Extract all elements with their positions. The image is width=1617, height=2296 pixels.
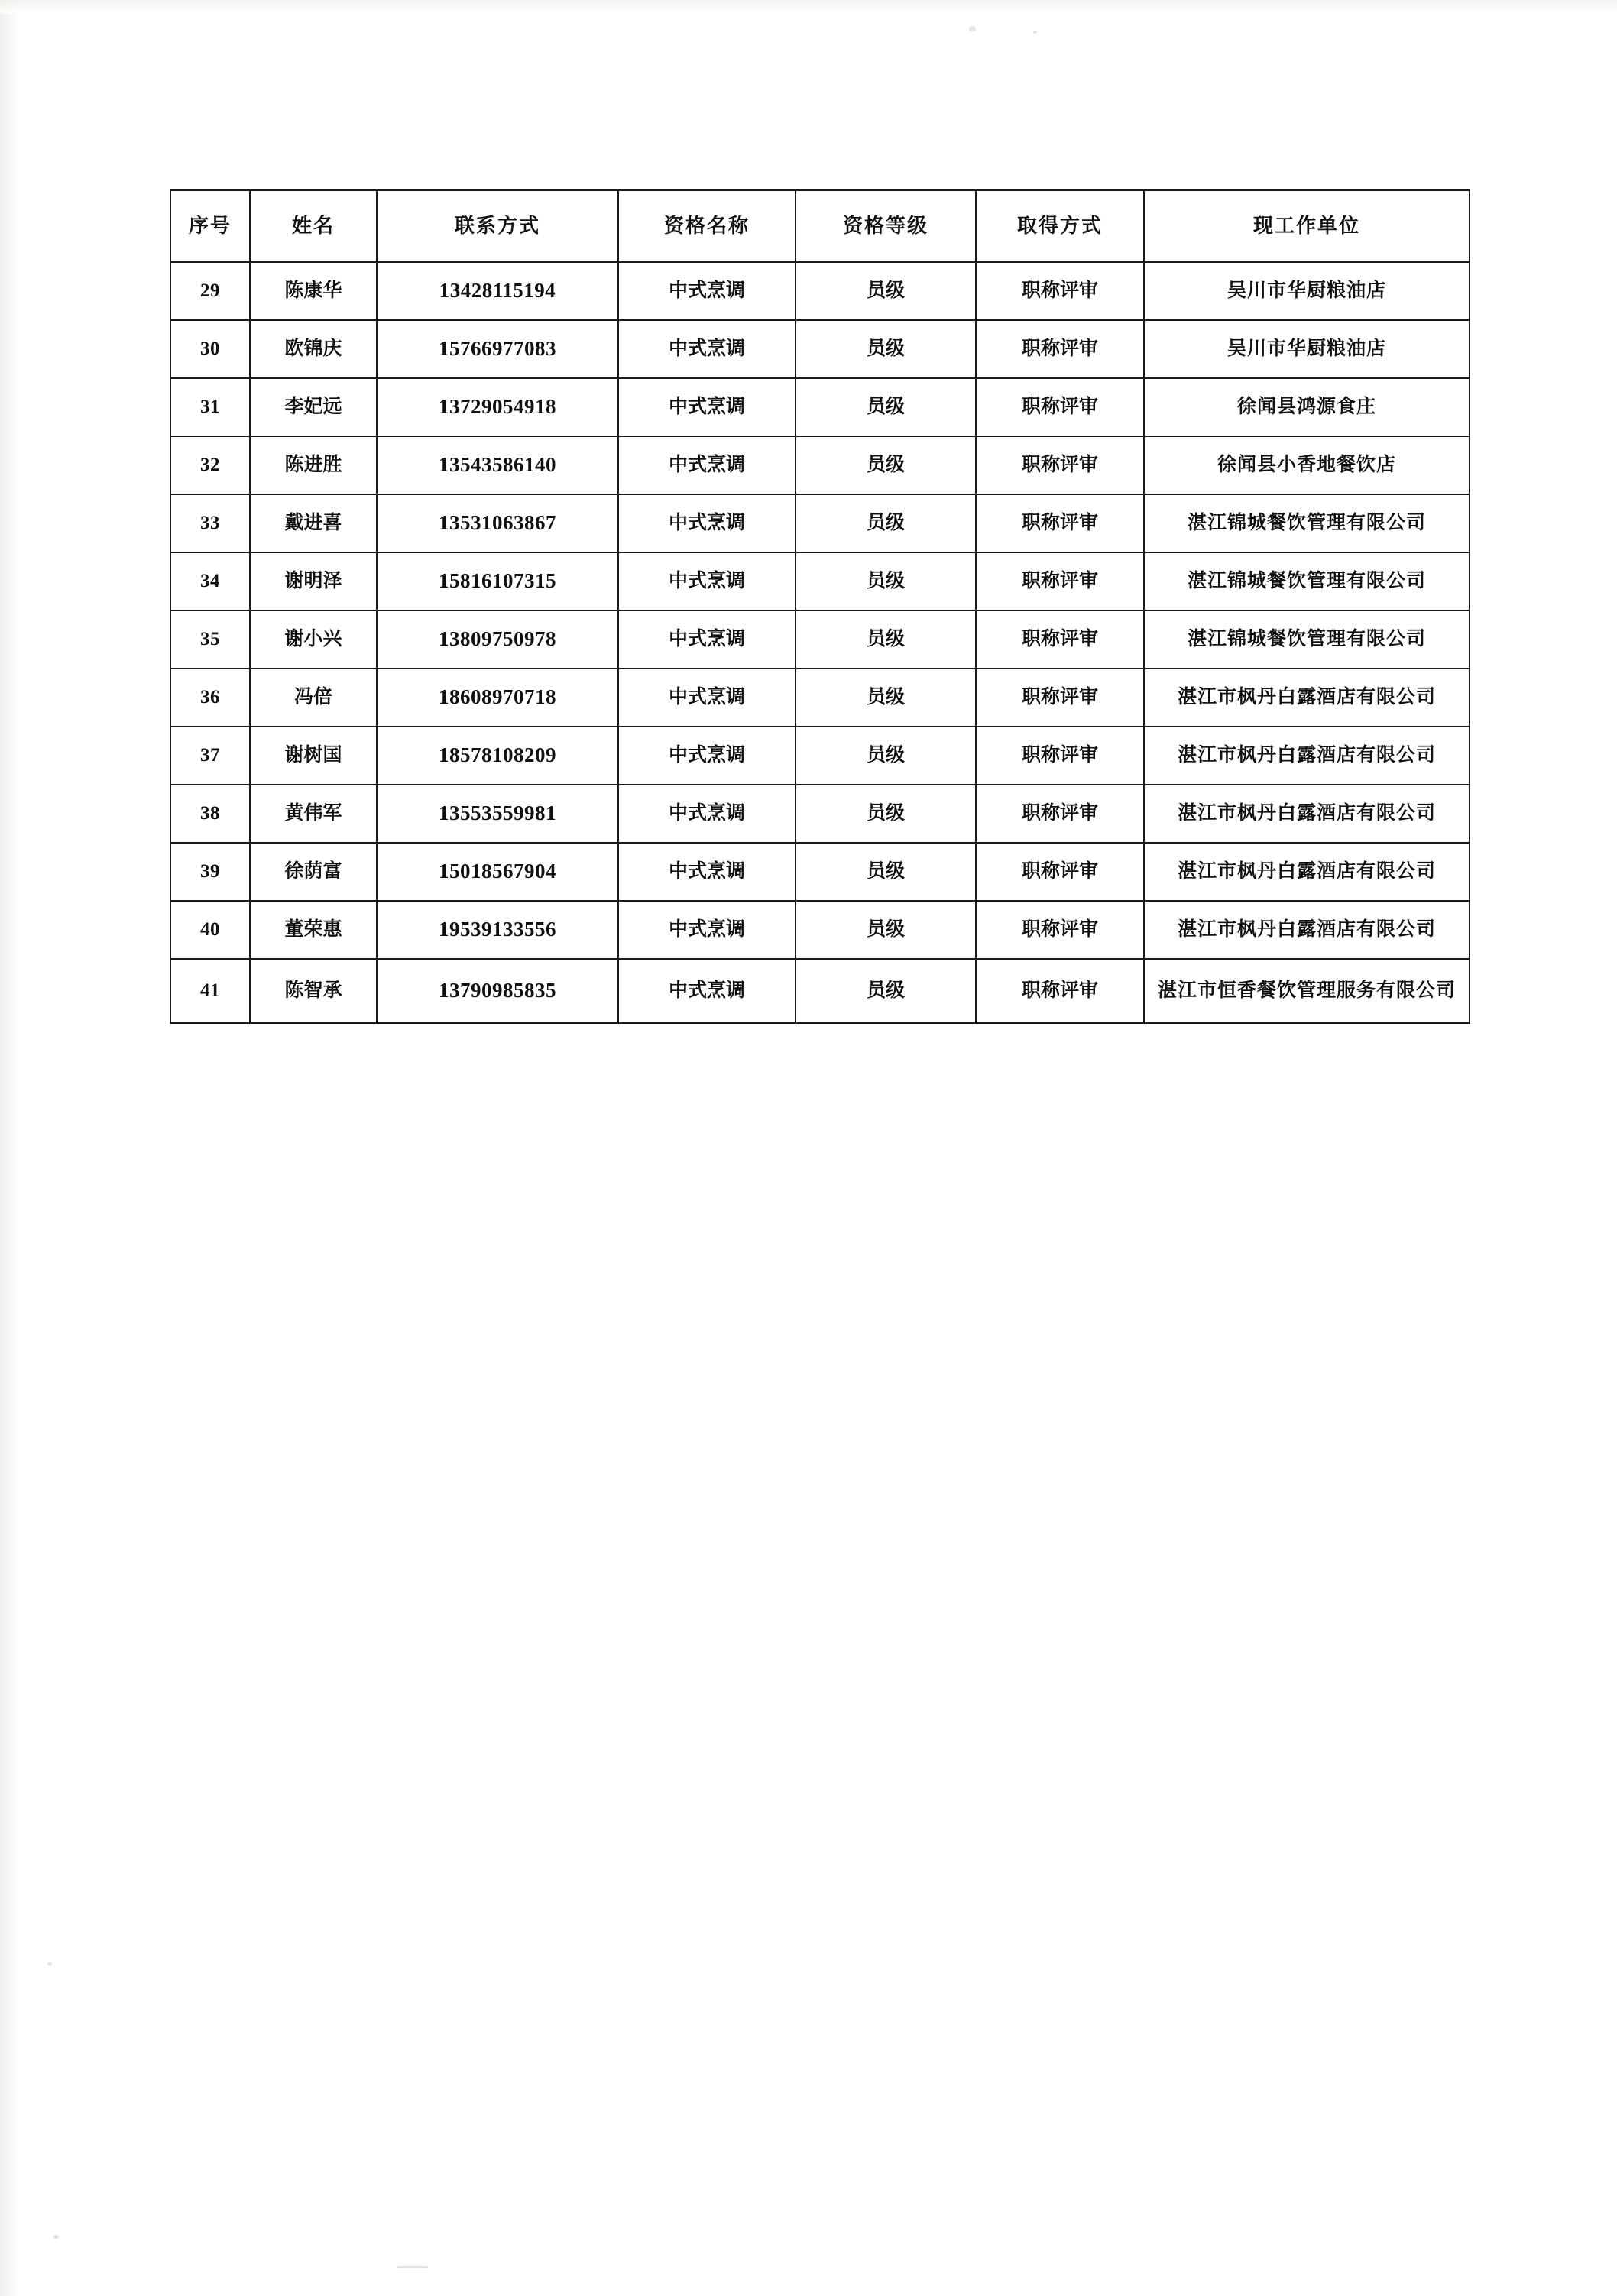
cell-method: 职称评审 xyxy=(976,320,1144,378)
cell-level: 员级 xyxy=(796,552,976,610)
cell-name: 黄伟军 xyxy=(250,785,377,843)
cell-method: 职称评审 xyxy=(976,959,1144,1023)
cell-unit: 湛江锦城餐饮管理有限公司 xyxy=(1144,610,1470,669)
cell-name: 董荣惠 xyxy=(250,901,377,959)
scan-edge-left xyxy=(0,0,20,2296)
cell-unit: 湛江市枫丹白露酒店有限公司 xyxy=(1144,843,1470,901)
cell-method: 职称评审 xyxy=(976,785,1144,843)
cell-unit: 湛江市枫丹白露酒店有限公司 xyxy=(1144,785,1470,843)
cell-level: 员级 xyxy=(796,901,976,959)
cell-unit: 湛江市恒香餐饮管理服务有限公司 xyxy=(1144,959,1470,1023)
cell-qualification: 中式烹调 xyxy=(618,320,796,378)
cell-phone: 13531063867 xyxy=(377,494,618,552)
cell-method: 职称评审 xyxy=(976,262,1144,320)
cell-seq: 32 xyxy=(170,436,250,494)
cell-phone: 15018567904 xyxy=(377,843,618,901)
table-row xyxy=(170,669,1470,727)
table-row xyxy=(170,552,1470,610)
cell-unit: 湛江市枫丹白露酒店有限公司 xyxy=(1144,901,1470,959)
cell-seq: 35 xyxy=(170,610,250,669)
cell-qualification: 中式烹调 xyxy=(618,843,796,901)
cell-qualification: 中式烹调 xyxy=(618,552,796,610)
cell-level: 员级 xyxy=(796,843,976,901)
cell-seq: 39 xyxy=(170,843,250,901)
roster-table xyxy=(170,189,1470,1024)
scan-speck xyxy=(1033,31,1037,34)
column-header-method: 取得方式 xyxy=(976,190,1144,262)
cell-name: 陈进胜 xyxy=(250,436,377,494)
cell-qualification: 中式烹调 xyxy=(618,901,796,959)
roster-table-container xyxy=(170,189,1469,1024)
column-header-qualification: 资格名称 xyxy=(618,190,796,262)
cell-level: 员级 xyxy=(796,727,976,785)
cell-name: 徐荫富 xyxy=(250,843,377,901)
cell-phone: 15766977083 xyxy=(377,320,618,378)
table-row xyxy=(170,959,1470,1023)
scan-speck xyxy=(47,1962,52,1966)
cell-name: 谢树国 xyxy=(250,727,377,785)
cell-phone: 18608970718 xyxy=(377,669,618,727)
cell-seq: 30 xyxy=(170,320,250,378)
cell-method: 职称评审 xyxy=(976,669,1144,727)
cell-seq: 33 xyxy=(170,494,250,552)
cell-unit: 湛江市枫丹白露酒店有限公司 xyxy=(1144,669,1470,727)
cell-level: 员级 xyxy=(796,610,976,669)
cell-qualification: 中式烹调 xyxy=(618,785,796,843)
column-header-level: 资格等级 xyxy=(796,190,976,262)
cell-unit: 徐闻县鸿源食庄 xyxy=(1144,378,1470,436)
table-row xyxy=(170,378,1470,436)
scan-speck xyxy=(397,2266,428,2268)
column-header-phone: 联系方式 xyxy=(377,190,618,262)
cell-seq: 41 xyxy=(170,959,250,1023)
cell-name: 谢明泽 xyxy=(250,552,377,610)
scan-speck xyxy=(969,26,976,31)
cell-phone: 13428115194 xyxy=(377,262,618,320)
cell-method: 职称评审 xyxy=(976,378,1144,436)
cell-method: 职称评审 xyxy=(976,552,1144,610)
cell-name: 李妃远 xyxy=(250,378,377,436)
cell-level: 员级 xyxy=(796,320,976,378)
cell-name: 冯倍 xyxy=(250,669,377,727)
scan-speck xyxy=(53,2235,59,2239)
cell-method: 职称评审 xyxy=(976,901,1144,959)
cell-seq: 34 xyxy=(170,552,250,610)
cell-method: 职称评审 xyxy=(976,494,1144,552)
scan-edge-top xyxy=(0,0,1617,14)
cell-level: 员级 xyxy=(796,494,976,552)
cell-qualification: 中式烹调 xyxy=(618,262,796,320)
cell-phone: 13553559981 xyxy=(377,785,618,843)
cell-seq: 37 xyxy=(170,727,250,785)
cell-qualification: 中式烹调 xyxy=(618,610,796,669)
table-row xyxy=(170,785,1470,843)
cell-unit: 吴川市华厨粮油店 xyxy=(1144,262,1470,320)
cell-level: 员级 xyxy=(796,436,976,494)
table-row xyxy=(170,901,1470,959)
cell-qualification: 中式烹调 xyxy=(618,378,796,436)
table-row xyxy=(170,262,1470,320)
cell-qualification: 中式烹调 xyxy=(618,669,796,727)
cell-level: 员级 xyxy=(796,959,976,1023)
table-row xyxy=(170,494,1470,552)
cell-method: 职称评审 xyxy=(976,843,1144,901)
cell-qualification: 中式烹调 xyxy=(618,959,796,1023)
cell-qualification: 中式烹调 xyxy=(618,494,796,552)
cell-unit: 湛江锦城餐饮管理有限公司 xyxy=(1144,552,1470,610)
table-row xyxy=(170,320,1470,378)
cell-name: 欧锦庆 xyxy=(250,320,377,378)
cell-seq: 40 xyxy=(170,901,250,959)
cell-seq: 36 xyxy=(170,669,250,727)
cell-seq: 38 xyxy=(170,785,250,843)
cell-unit: 吴川市华厨粮油店 xyxy=(1144,320,1470,378)
cell-name: 谢小兴 xyxy=(250,610,377,669)
cell-method: 职称评审 xyxy=(976,610,1144,669)
cell-phone: 13790985835 xyxy=(377,959,618,1023)
column-header-seq: 序号 xyxy=(170,190,250,262)
table-row xyxy=(170,610,1470,669)
cell-seq: 31 xyxy=(170,378,250,436)
cell-phone: 13729054918 xyxy=(377,378,618,436)
cell-level: 员级 xyxy=(796,669,976,727)
cell-method: 职称评审 xyxy=(976,727,1144,785)
cell-seq: 29 xyxy=(170,262,250,320)
table-row xyxy=(170,727,1470,785)
cell-level: 员级 xyxy=(796,262,976,320)
cell-phone: 15816107315 xyxy=(377,552,618,610)
cell-phone: 18578108209 xyxy=(377,727,618,785)
column-header-name: 姓名 xyxy=(250,190,377,262)
table-row xyxy=(170,436,1470,494)
cell-qualification: 中式烹调 xyxy=(618,727,796,785)
column-header-unit: 现工作单位 xyxy=(1144,190,1470,262)
cell-unit: 湛江锦城餐饮管理有限公司 xyxy=(1144,494,1470,552)
cell-phone: 19539133556 xyxy=(377,901,618,959)
cell-qualification: 中式烹调 xyxy=(618,436,796,494)
cell-level: 员级 xyxy=(796,785,976,843)
table-row xyxy=(170,843,1470,901)
cell-name: 戴进喜 xyxy=(250,494,377,552)
cell-name: 陈康华 xyxy=(250,262,377,320)
cell-unit: 徐闻县小香地餐饮店 xyxy=(1144,436,1470,494)
cell-name: 陈智承 xyxy=(250,959,377,1023)
cell-unit: 湛江市枫丹白露酒店有限公司 xyxy=(1144,727,1470,785)
table-header-row xyxy=(170,190,1470,262)
cell-phone: 13543586140 xyxy=(377,436,618,494)
cell-phone: 13809750978 xyxy=(377,610,618,669)
cell-method: 职称评审 xyxy=(976,436,1144,494)
cell-level: 员级 xyxy=(796,378,976,436)
